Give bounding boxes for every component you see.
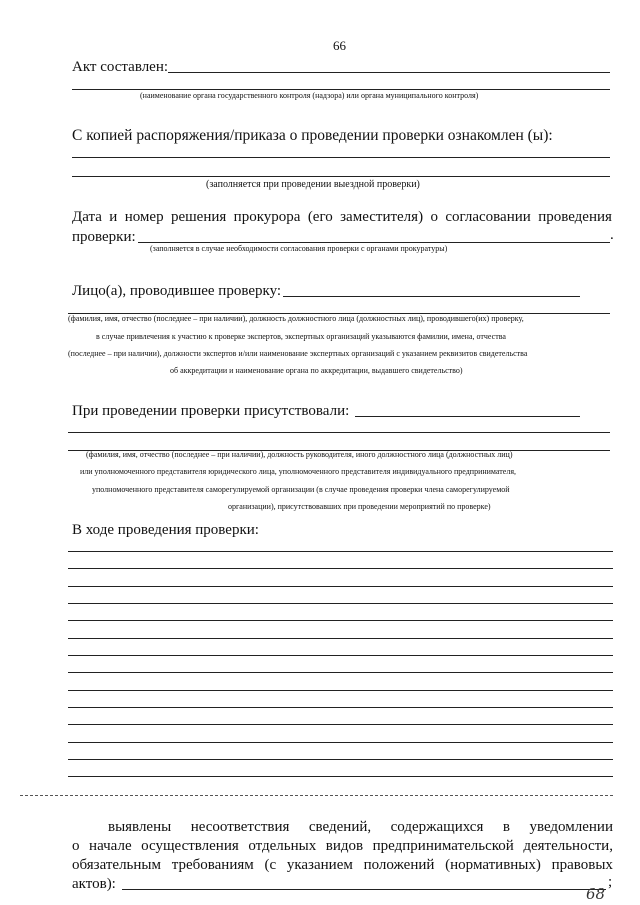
revealed-word: сведений,: [308, 819, 372, 835]
course-line: [68, 568, 613, 569]
course-line: [68, 638, 613, 639]
inspector-caption-1: (фамилия, имя, отчество (последнее – при наличии), должность должностного лица (должностных лиц), проводившего(их) проверку,: [68, 314, 524, 323]
course-line: [68, 603, 613, 604]
act-fill-line-2: [72, 89, 610, 90]
copy-caption: (заполняется при проведении выездной проверки): [206, 179, 420, 190]
revealed-word: (с: [264, 857, 277, 873]
revealed-word: отдельных: [248, 838, 317, 854]
prosecutor-word: Дата: [72, 209, 102, 225]
copy-label: С копией распоряжения/приказа о проведении проверки ознакомлен (ы):: [72, 127, 553, 144]
course-line: [68, 759, 613, 760]
prosecutor-caption: (заполняется в случае необходимости согласования проверки с органами прокуратуры): [150, 244, 448, 253]
course-line: [68, 707, 613, 708]
present-caption-4: организации), присутствовавших при проведении мероприятий по проверке): [228, 502, 491, 511]
course-line: [68, 776, 613, 777]
handwritten-page-number: 68: [586, 885, 606, 903]
revealed-word: указанием: [286, 857, 353, 873]
course-line: [68, 655, 613, 656]
present-label: При проведении проверки присутствовали:: [72, 403, 350, 419]
revealed-fill-line: [122, 889, 606, 890]
course-label: В ходе проведения проверки:: [72, 522, 259, 538]
prosecutor-word: о: [430, 209, 438, 225]
act-caption: (наименование органа государственного контроля (надзора) или органа муниципального контроля): [140, 91, 479, 100]
inspector-label: Лицо(а), проводившее проверку:: [72, 283, 282, 299]
present-fill-line: [355, 416, 580, 417]
prosecutor-word: (его: [307, 209, 333, 225]
prosecutor-line-2-label: проверки:: [72, 229, 136, 245]
revealed-line-1: [108, 818, 613, 836]
present-caption-3: уполномоченного представителя саморегулируемой организации (в случае проведения проверки члена саморегулируемой: [92, 485, 510, 494]
revealed-word: деятельности,: [523, 838, 613, 854]
prosecutor-word: проведения: [538, 209, 612, 225]
present-fill-line-2: [68, 432, 610, 433]
inspector-caption-3: (последнее – при наличии), должности экспертов и/или наименование экспертных организаций с указанием реквизитов свидетельства: [68, 349, 528, 358]
prosecutor-word: прокурора: [233, 209, 301, 225]
course-line: [68, 690, 613, 691]
inspector-caption-4: об аккредитации и наименование органа по аккредитации, выдавшего свидетельство): [170, 366, 463, 375]
prosecutor-fill-line: [138, 242, 610, 243]
prosecutor-word: решения: [170, 209, 227, 225]
prosecutor-line-1: [72, 208, 612, 226]
revealed-word: требованиям: [171, 857, 254, 873]
revealed-word: начале: [89, 838, 132, 854]
copy-fill-line-1: [72, 157, 610, 158]
revealed-word: уведомлении: [529, 819, 613, 835]
revealed-word: выявлены: [108, 819, 172, 835]
revealed-word: положений: [363, 857, 435, 873]
revealed-word: в: [502, 819, 510, 835]
prosecutor-end-dot: .: [610, 227, 614, 243]
present-caption-2: или уполномоченного представителя юридического лица, уполномоченного представителя индивидуального предпринимателя,: [80, 467, 516, 476]
revealed-line-2: [72, 837, 613, 855]
revealed-word: содержащихся: [390, 819, 484, 835]
prosecutor-word: номер: [124, 209, 164, 225]
course-line: [68, 551, 613, 552]
revealed-end-semicolon: ;: [608, 874, 613, 890]
present-caption-1: (фамилия, имя, отчество (последнее – при наличии), должность руководителя, иного должностного лица (должностных лиц): [86, 450, 513, 459]
revealed-word: (нормативных): [445, 857, 541, 873]
revealed-word: видов: [325, 838, 364, 854]
course-line: [68, 620, 613, 621]
revealed-word: о: [72, 838, 80, 854]
course-line: [68, 742, 613, 743]
prosecutor-word: и: [109, 209, 118, 225]
page-number: 66: [333, 38, 346, 53]
revealed-word: обязательным: [72, 857, 161, 873]
prosecutor-word: согласовании: [445, 209, 531, 225]
course-line: [68, 672, 613, 673]
revealed-word: правовых: [551, 857, 613, 873]
course-line: [68, 586, 613, 587]
course-line-dashed: [20, 795, 613, 796]
act-label: Акт составлен:: [72, 59, 169, 75]
inspector-caption-2: в случае привлечения к участию к проверке экспертов, экспертных организаций указываются фамилии, имена, отчества: [96, 332, 506, 341]
prosecutor-word: заместителя): [340, 209, 424, 225]
course-line: [68, 724, 613, 725]
revealed-word: предпринимательской: [372, 838, 514, 854]
copy-fill-line-2: [72, 176, 610, 177]
revealed-line-3: [72, 856, 613, 874]
revealed-word: осуществления: [141, 838, 239, 854]
revealed-line-4-label: актов):: [72, 876, 116, 892]
act-fill-line: [168, 72, 610, 73]
inspector-fill-line: [283, 296, 580, 297]
revealed-word: несоответствия: [190, 819, 290, 835]
